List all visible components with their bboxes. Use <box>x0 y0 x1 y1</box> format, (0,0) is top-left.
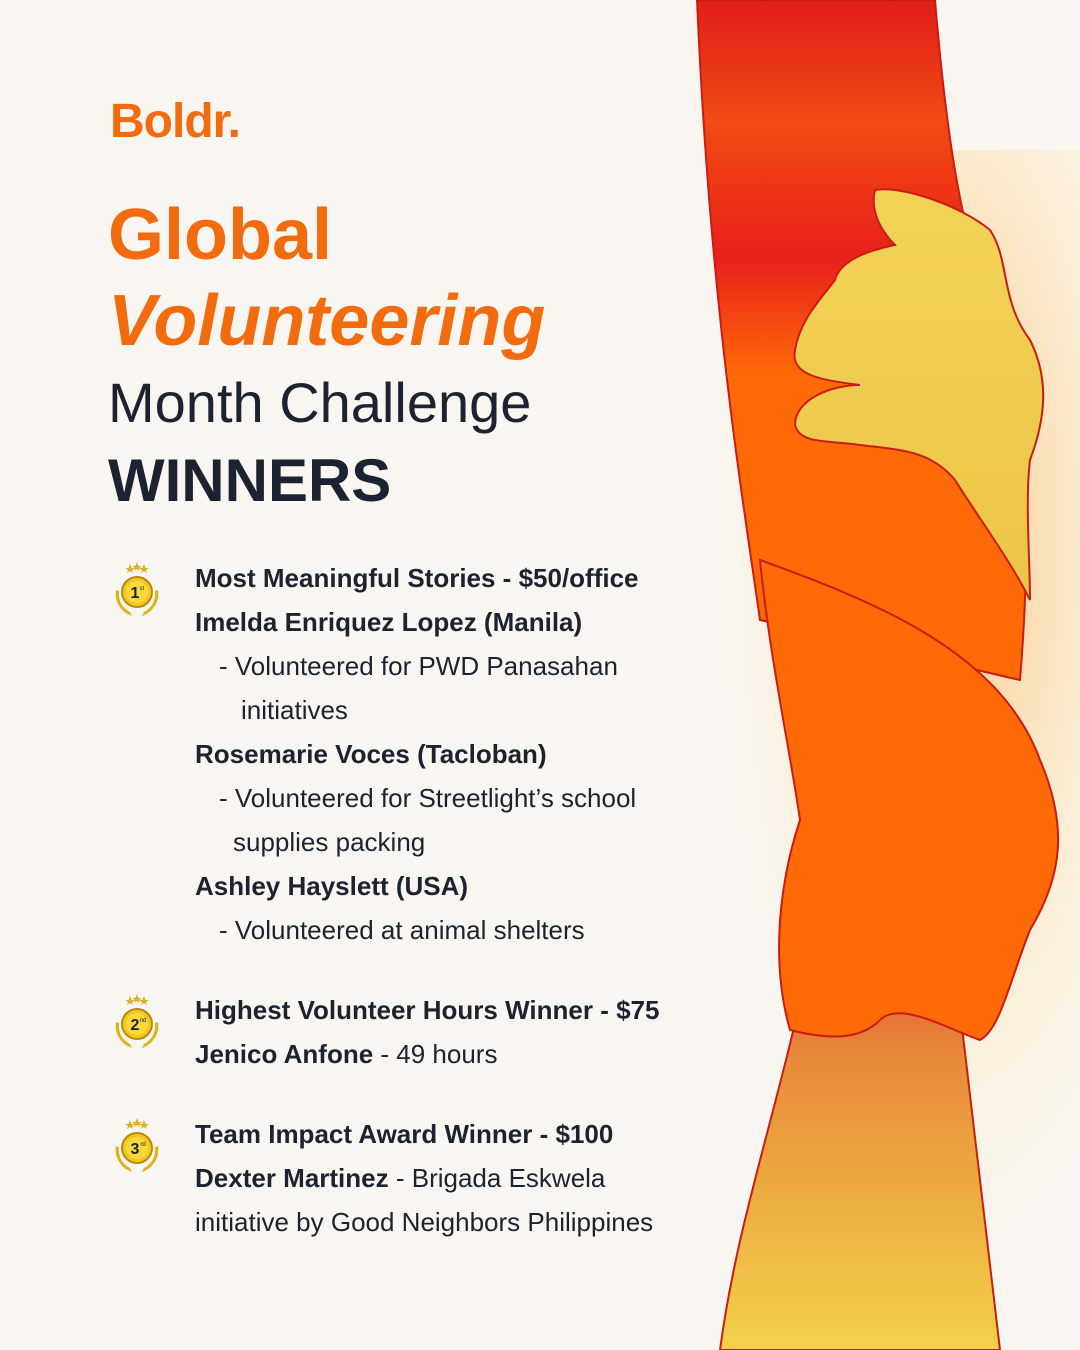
award-team-impact <box>195 1112 755 1244</box>
third-place-medal-icon <box>106 1116 168 1178</box>
winner-description-continued: supplies packing <box>233 827 426 857</box>
award-most-meaningful-stories <box>195 556 755 952</box>
second-place-medal-icon <box>106 992 168 1054</box>
third-place-medal-number: 3 <box>130 1141 140 1158</box>
winner-description-line: - Volunteered for PWD Panasahan <box>219 651 618 681</box>
second-place-medal-suffix: nd <box>139 1018 147 1024</box>
third-place-medal-suffix: rd <box>140 1142 146 1148</box>
page-title <box>108 192 545 520</box>
winner-name: Dexter Martinez <box>195 1163 389 1193</box>
winner-description-line: - Volunteered for Streetlight’s school <box>219 783 637 813</box>
second-place-medal-number: 2 <box>130 1017 140 1034</box>
title-line-volunteering: Volunteering <box>108 281 546 361</box>
winner-description <box>195 776 755 864</box>
title-line-global: Global <box>108 195 333 275</box>
winner-name: Jenico Anfone <box>195 1039 374 1069</box>
award-heading: Highest Volunteer Hours Winner - $75 <box>195 995 660 1025</box>
first-place-medal-icon <box>106 560 168 622</box>
winner-description-continued: initiatives <box>241 695 348 725</box>
winner-description <box>195 908 755 952</box>
boldr-logo: Boldr. <box>110 95 241 148</box>
winner-description <box>195 644 755 732</box>
first-place-medal-suffix: st <box>139 586 145 592</box>
award-highest-volunteer-hours <box>195 988 755 1076</box>
winner-description-line: - Volunteered at animal shelters <box>219 915 585 945</box>
first-place-medal-number: 1 <box>130 585 140 602</box>
winner-name: Ashley Hayslett (USA) <box>195 871 469 901</box>
winner-name: Rosemarie Voces (Tacloban) <box>195 739 547 769</box>
winner-detail-continued: initiative by Good Neighbors Philippines <box>195 1207 654 1237</box>
award-heading: Most Meaningful Stories - $50/office <box>195 563 639 593</box>
award-heading: Team Impact Award Winner - $100 <box>195 1119 614 1149</box>
title-line-winners: WINNERS <box>108 447 392 514</box>
winner-detail: - Brigada Eskwela <box>388 1163 606 1193</box>
winner-detail: - 49 hours <box>373 1039 498 1069</box>
winner-name: Imelda Enriquez Lopez (Manila) <box>195 607 583 637</box>
title-line-month-challenge: Month Challenge <box>108 371 532 434</box>
